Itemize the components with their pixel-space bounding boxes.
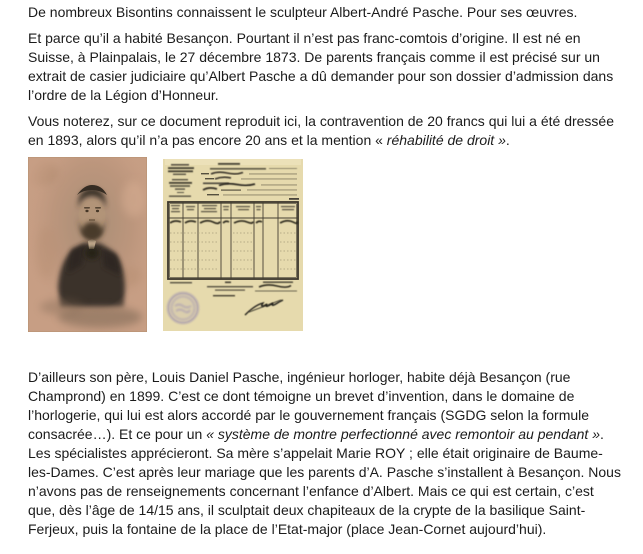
italic-quote: « système de montre perfectionné avec remontoir au pendant »	[206, 426, 600, 442]
paragraph	[28, 112, 623, 150]
italic-quote: réhabilité de droit »	[386, 132, 506, 148]
text-segment: D’ailleurs son père, Louis Daniel Pasche, ingénieur horloger, habite déjà Besançon (rue Champrond) en 1899. C’est ce dont témoigne un brevet d’invention, dans le domaine de l’horlogerie, qui lui est alors accordé par le gouvernement français (SGDG selon la formule consacrée…). Et ce pour un	[28, 369, 590, 442]
paragraph	[28, 29, 623, 105]
text-segment: De nombreux Bisontins connaissent le sculpteur Albert-André Pasche. Pour ses œuvres.	[28, 4, 578, 20]
figures-row	[28, 157, 623, 332]
portrait-photo	[28, 157, 147, 332]
stamp-icon	[168, 293, 198, 323]
text-segment: . Les spécialistes apprécieront. Sa mère s’appelait Marie ROY ; elle était originaire de Baume-les-Dames. C’est après leur mariage que les parents d’A. Pasche s’installent à Besançon. Nous n’avons pas de renseignements concernant l’enfance d’Albert. Mais ce qui est certain, c’est que, dès l’âge de 14/15 ans, il sculptait deux chapiteaux de la crypte de la basilique Saint-Ferjeux, puis la fontaine de la place de l’Etat-major (place Jean-Cornet aujourd’hui).	[28, 426, 621, 537]
body-paragraphs	[28, 368, 623, 539]
intro-paragraphs	[28, 3, 623, 150]
text-segment: .	[505, 132, 510, 148]
paragraph	[28, 3, 623, 22]
text-segment: Vous noterez, sur ce document reproduit ici, la contravention de 20 francs qui lui a été dressée en 1893, alors qu’il n’a pas encore 20 ans et la mention «	[28, 113, 615, 148]
text-segment: Et parce qu’il a habité Besançon. Pourtant il n’est pas franc-comtois d’origine. Il est né en Suisse, à Plainpalais, le 27 décembre 1873. De parents français comme il est précisé sur un extrait de casier judiciaire qu’Albert Pasche a dû demander pour son dossier d’admission dans l’ordre de la Légion d’Honneur.	[28, 30, 614, 103]
paragraph	[28, 368, 623, 539]
judicial-record-scan	[163, 159, 303, 331]
